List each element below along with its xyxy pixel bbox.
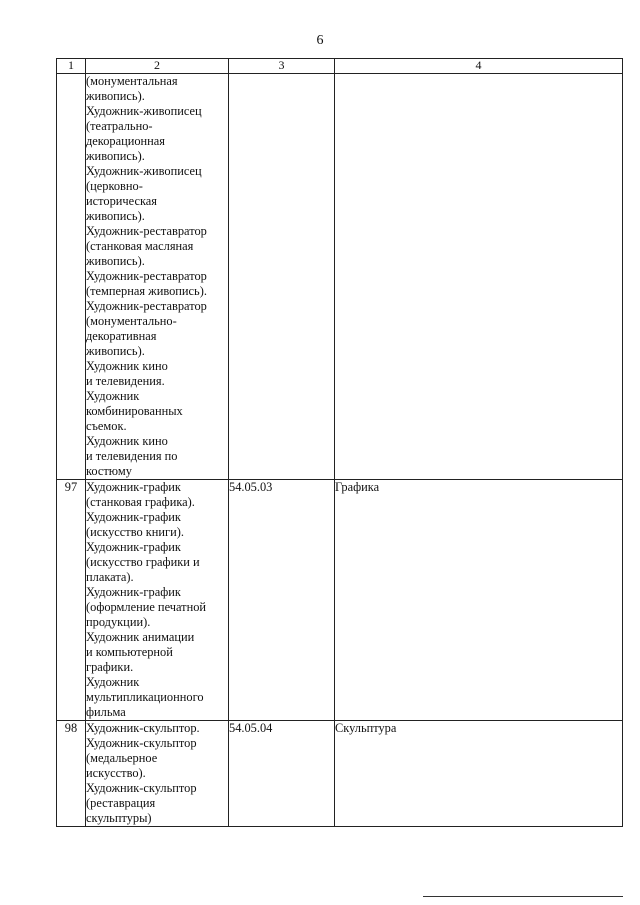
- table-row: [57, 721, 623, 827]
- qualification-line: Художник-живописец: [86, 104, 202, 118]
- specialty-code-cell: [229, 74, 335, 480]
- qualification-line: Художник кино: [86, 359, 168, 373]
- qualification-line: (искусство книги).: [86, 525, 184, 539]
- qualification-names-cell: [86, 480, 229, 721]
- qualification-line: Художник-реставратор: [86, 269, 207, 283]
- specialty-name-cell: Графика: [335, 480, 623, 721]
- qualification-line: живопись).: [86, 254, 145, 268]
- qualification-line: (реставрация: [86, 796, 156, 810]
- qualification-line: декоративная: [86, 329, 157, 343]
- qualification-line: историческая: [86, 194, 157, 208]
- qualification-line: живопись).: [86, 149, 145, 163]
- table-row: [57, 74, 623, 480]
- qualification-line: фильма: [86, 705, 126, 719]
- qualification-line: (станковая графика).: [86, 495, 195, 509]
- qualification-line: живопись).: [86, 89, 145, 103]
- qualification-line: (монументальная: [86, 74, 178, 88]
- qualification-line: Художник кино: [86, 434, 168, 448]
- qualification-line: съемок.: [86, 419, 127, 433]
- qualification-line: Художник: [86, 675, 140, 689]
- qualification-line: (монументально-: [86, 314, 177, 328]
- row-number-cell: 97: [57, 480, 86, 721]
- qualification-line: Художник-скульптор: [86, 781, 197, 795]
- specialty-code-cell: 54.05.03: [229, 480, 335, 721]
- qualification-line: и телевидения.: [86, 374, 165, 388]
- row-number-cell: 98: [57, 721, 86, 827]
- qualification-line: живопись).: [86, 209, 145, 223]
- column-header: 4: [335, 59, 623, 74]
- table-header-row: [57, 59, 623, 74]
- qualification-line: (искусство графики и: [86, 555, 200, 569]
- qualification-names-cell: [86, 721, 229, 827]
- qualification-line: Художник-график: [86, 510, 181, 524]
- qualification-line: Художник-график: [86, 480, 181, 494]
- qualification-line: Художник-реставратор: [86, 224, 207, 238]
- specialty-name-cell: [335, 74, 623, 480]
- qualification-line: живопись).: [86, 344, 145, 358]
- signature-line: [423, 896, 623, 897]
- qualification-line: Художник-график: [86, 540, 181, 554]
- page-number: 6: [316, 33, 324, 48]
- qualification-line: искусство).: [86, 766, 146, 780]
- qualification-line: Художник-скульптор.: [86, 721, 200, 735]
- qualification-line: (церковно-: [86, 179, 143, 193]
- column-header: 2: [86, 59, 229, 74]
- qualification-line: (медальерное: [86, 751, 158, 765]
- qualification-line: Художник-реставратор: [86, 299, 207, 313]
- column-header: 1: [57, 59, 86, 74]
- qualification-line: скульптуры): [86, 811, 152, 825]
- qualification-line: Художник-живописец: [86, 164, 202, 178]
- qualification-line: (оформление печатной: [86, 600, 207, 614]
- qualification-line: костюму: [86, 464, 132, 478]
- qualification-line: Художник-скульптор: [86, 736, 197, 750]
- qualification-line: Художник: [86, 389, 140, 403]
- specialty-code-cell: 54.05.04: [229, 721, 335, 827]
- qualification-line: Художник анимации: [86, 630, 195, 644]
- qualification-line: Художник-график: [86, 585, 181, 599]
- qualification-line: мультипликационного: [86, 690, 204, 704]
- table-row: [57, 480, 623, 721]
- column-header: 3: [229, 59, 335, 74]
- qualification-line: (темперная живопись).: [86, 284, 207, 298]
- qualification-line: продукции).: [86, 615, 151, 629]
- qualification-line: декорационная: [86, 134, 166, 148]
- qualifications-table: [56, 58, 623, 827]
- row-number-cell: [57, 74, 86, 480]
- qualification-names-cell: [86, 74, 229, 480]
- qualification-line: (станковая масляная: [86, 239, 194, 253]
- qualification-line: (театрально-: [86, 119, 153, 133]
- specialty-name-cell: Скульптура: [335, 721, 623, 827]
- qualification-line: и телевидения по: [86, 449, 178, 463]
- qualification-line: и компьютерной: [86, 645, 173, 659]
- qualification-line: плаката).: [86, 570, 134, 584]
- qualification-line: комбинированных: [86, 404, 183, 418]
- qualification-line: графики.: [86, 660, 134, 674]
